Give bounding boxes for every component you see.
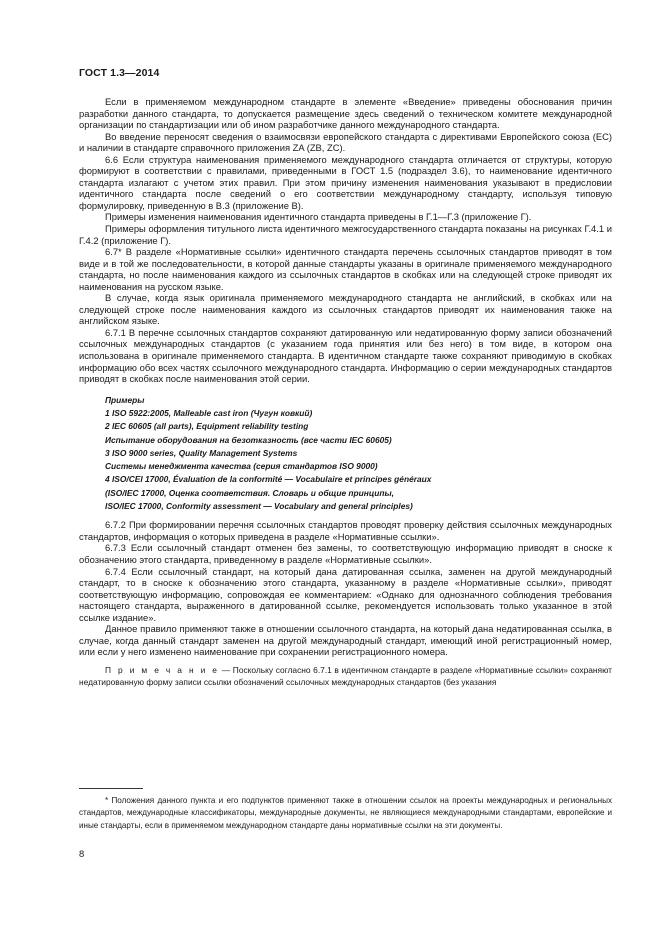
document-header: ГОСТ 1.3—2014	[79, 67, 160, 79]
paragraph: Примеры изменения наименования идентичного стандарта приведены в Г.1—Г.3 (приложение Г).	[105, 211, 532, 223]
paragraph: 6.7.1 В перечне ссылочных стандартов сохраняют датированную или недатированную форму записи обозначений ссылочных международных стандартов (с указанием года принятия или без него) в том виде, в котором она использована в оригинале применяемого стандарта. В идентичном стандарте также сохраняют приводимую в скобках информацию обо всех частях ссылочного международного стандарта. Информацию о серии международных стандартов приводят в скобках после наименования этой серии.	[79, 326, 612, 385]
examples-block	[79, 394, 612, 514]
example-line: (ISO/IEC 17000, Оценка соответствия. Словарь и общие принципы,	[105, 487, 394, 498]
example-line: Испытание оборудования на безотказность (все части IEC 60605)	[105, 434, 392, 445]
paragraph: Данное правило применяют также в отношении ссылочного стандарта, на который дана недатированная ссылка, в случае, когда данный стандарт заменен на другой международный стандарт, имеющий иной регистрационный номер, или если у него изменено наименование при сохранении регистрационного номера.	[79, 623, 612, 658]
example-line: 4 ISO/CEI 17000, Évaluation de la conformité — Vocabulaire et principes généraux	[105, 474, 432, 485]
footnote-divider	[79, 788, 143, 789]
example-line: 2 IEC 60605 (all parts), Equipment reliability testing	[105, 421, 309, 432]
examples-label: Примеры	[105, 394, 145, 405]
example-line: 3 ISO 9000 series, Quality Management Systems	[105, 447, 298, 458]
paragraph: 6.6 Если структура наименования применяемого международного стандарта отличается от структуры, которую формируют в соответствии с правилами, приведенными в ГОСТ 1.5 (подраздел 3.6), то наименование идентичного стандарта излагают с учетом этих правил. При этом причину изменения наименования указывают в предисловии идентичного стандарта после сведений о его соответствии международному стандарту, используя типовую формулировку, приведенную в В.3 (приложение В).	[79, 153, 612, 211]
paragraph: В случае, когда язык оригинала применяемого международного стандарта не английский, в скобках или на следующей строке после наименования каждого из ссылочных стандартов приводят их наименования также на английском языке.	[79, 292, 612, 327]
example-line: Системы менеджмента качества (серия стандартов ISO 9000)	[105, 461, 378, 472]
paragraph: Во введение переносят сведения о взаимосвязи европейского стандарта с директивами Европейского союза (ЕС) и наличии в стандарте справочного приложения ZA (ZB, ZC).	[79, 130, 612, 154]
example-line: ISO/IEC 17000, Conformity assessment — Vocabulary and general principles)	[105, 501, 413, 512]
paragraph: 6.7* В разделе «Нормативные ссылки» идентичного стандарта перечень ссылочных стандартов приводят в том виде и в той же последовательности, в которой данные стандарты указаны в оригинале применяемого международного стандарта, но после наименования каждого из ссылочных стандартов в скобках или на следующей строке приводят их наименования на русском языке.	[79, 246, 612, 292]
paragraph: Если в применяемом международном стандарте в элементе «Введение» приведены обоснования причин разработки данного стандарта, то допускается размещение здесь сведений о техническом комитете международной организации по стандартизации или об ином разработчике данного международного стандарта.	[79, 96, 612, 131]
note-label: П р и м е ч а н и е	[105, 664, 220, 675]
paragraph: Примеры оформления титульного листа идентичного межгосударственного стандарта показаны на рисунках Г.4.1 и Г.4.2 (приложение Г).	[79, 223, 612, 246]
page-number: 8	[79, 848, 85, 859]
example-line: 1 ISO 5922:2005, Malleable cast iron (Чугун ковкий)	[105, 407, 313, 418]
note-text: — Поскольку согласно 6.7.1 в идентичном стандарте в разделе «Нормативные ссылки» сохраняют недатированную форму записи ссылки обозначений ссылочных международных стандартов (без указания	[79, 664, 612, 688]
paragraphs-after-examples	[79, 519, 612, 658]
paragraph: 6.7.3 Если ссылочный стандарт отменен без замены, то соответствующую информацию приводят в сноске к обозначению этого стандарта, приведенному в разделе «Нормативные ссылки».	[79, 542, 612, 565]
note	[79, 664, 612, 689]
paragraph: 6.7.2 При формировании перечня ссылочных стандартов проводят проверку действия ссылочных международных стандартов, информация о которых приведена в разделе «Нормативные ссылки».	[79, 519, 612, 542]
footnote: * Положения данного пункта и его подпунктов применяют также в отношении ссылок на проекты международных и региональных стандартов, международные классификаторы, международные документы, не являющиеся международными стандартами, европейские и иные стандарты, если в применяемом международном стандарте даны нормативные ссылки на эти документы.	[79, 796, 612, 830]
paragraph: 6.7.4 Если ссылочный стандарт, на который дана датированная ссылка, заменен на другой международный стандарт, то в сноске к обозначению этого стандарта, указанному в разделе «Нормативные ссылки», приводят соответствующую информацию, сопровождая ее комментарием: «Однако для однозначного соблюдения требования настоящего стандарта, выраженного в датированной ссылке, рекомендуется использовать только указанное в этой ссылке издание».	[79, 565, 612, 623]
document-body	[79, 96, 612, 689]
